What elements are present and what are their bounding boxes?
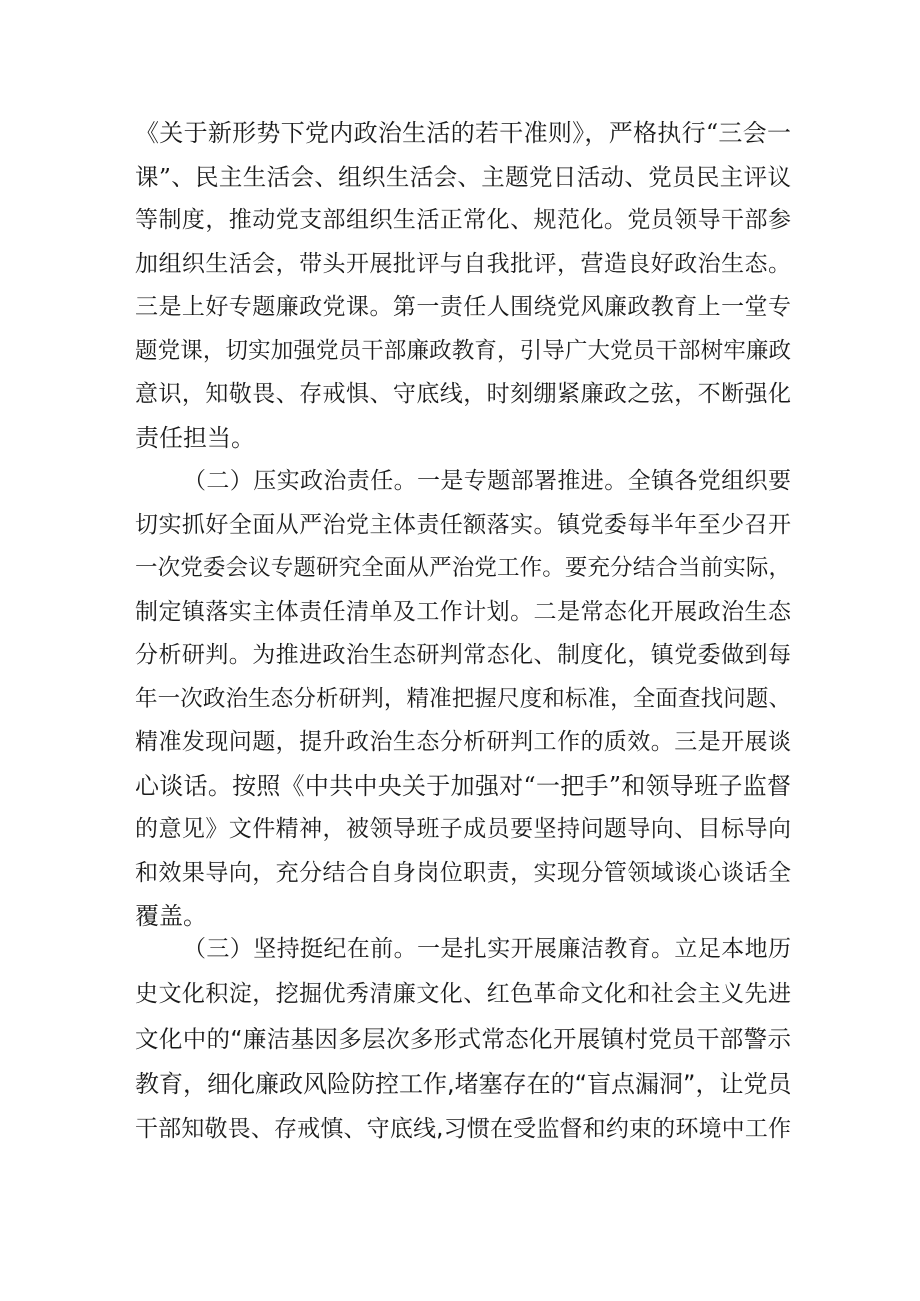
text-line: 心谈话。按照《中共中央关于加强对“一把手”和领导班子监督 — [135, 771, 791, 800]
text-line: 《关于新形势下党内政治生活的若干准则》，严格执行“三会一 — [135, 119, 791, 147]
text-line: 切实抓好全面从严治党主体责任额落实。镇党委每半年至少召开 — [135, 511, 791, 538]
text-line: 和效果导向，充分结合自身岗位职责，实现分管领域谈心谈话全 — [135, 859, 791, 886]
text-line: 的意见》文件精神，被领导班子成员要坚持问题导向、目标导向 — [135, 816, 791, 842]
text-line: 意识，知敬畏、存戒惧、守底线，时刻绷紧廉政之弦，不断强化 — [135, 381, 791, 407]
text-line: 加组织生活会，带头开展批评与自我批评，营造良好政治生态。 — [135, 250, 791, 277]
paragraph-political-responsibility — [135, 460, 791, 939]
text-line: 精准发现问题，提升政治生态分析研判工作的质效。三是开展谈 — [135, 729, 791, 755]
text-line: 干部知敬畏、存戒慎、守底线,习惯在受监督和约束的环境中工作 — [135, 1116, 791, 1142]
text-line: （二）压实政治责任。一是专题部署推进。全镇各党组织要 — [183, 468, 791, 494]
paragraph-continuation — [135, 112, 791, 460]
text-line: 一次党委会议专题研究全面从严治党工作。要充分结合当前实际， — [135, 555, 791, 581]
text-line: 覆盖。 — [135, 902, 207, 930]
text-line: 文化中的“廉洁基因多层次多形式常态化开展镇村党员干部警示 — [135, 1025, 791, 1053]
text-line: （三）坚持挺纪在前。一是扎实开展廉洁教育。立足本地历 — [183, 936, 791, 962]
text-line: 教育，细化廉政风险防控工作,堵塞存在的“盲点漏洞”，让党员 — [135, 1070, 792, 1098]
text-line: 史文化积淀，挖掘优秀清廉文化、红色革命文化和社会主义先进 — [135, 981, 791, 1007]
text-line: 题党课，切实加强党员干部廉政教育，引导广大党员干部树牢廉政 — [135, 337, 791, 364]
text-line: 制定镇落实主体责任清单及工作计划。二是常态化开展政治生态 — [135, 598, 791, 625]
text-line: 年一次政治生态分析研判，精准把握尺度和标准，全面查找问题、 — [135, 685, 791, 712]
text-line: 分析研判。为推进政治生态研判常态化、制度化，镇党委做到每 — [135, 642, 791, 668]
text-line: 责任担当。 — [135, 423, 255, 452]
text-line: 课”、民主生活会、组织生活会、主题党日活动、党员民主评议 — [135, 162, 791, 191]
text-line: 三是上好专题廉政党课。第一责任人围绕党风廉政教育上一堂专 — [135, 294, 791, 320]
paragraph-discipline-first — [135, 927, 791, 1152]
text-line: 等制度，推动党支部组织生活正常化、规范化。党员领导干部参 — [135, 207, 791, 233]
